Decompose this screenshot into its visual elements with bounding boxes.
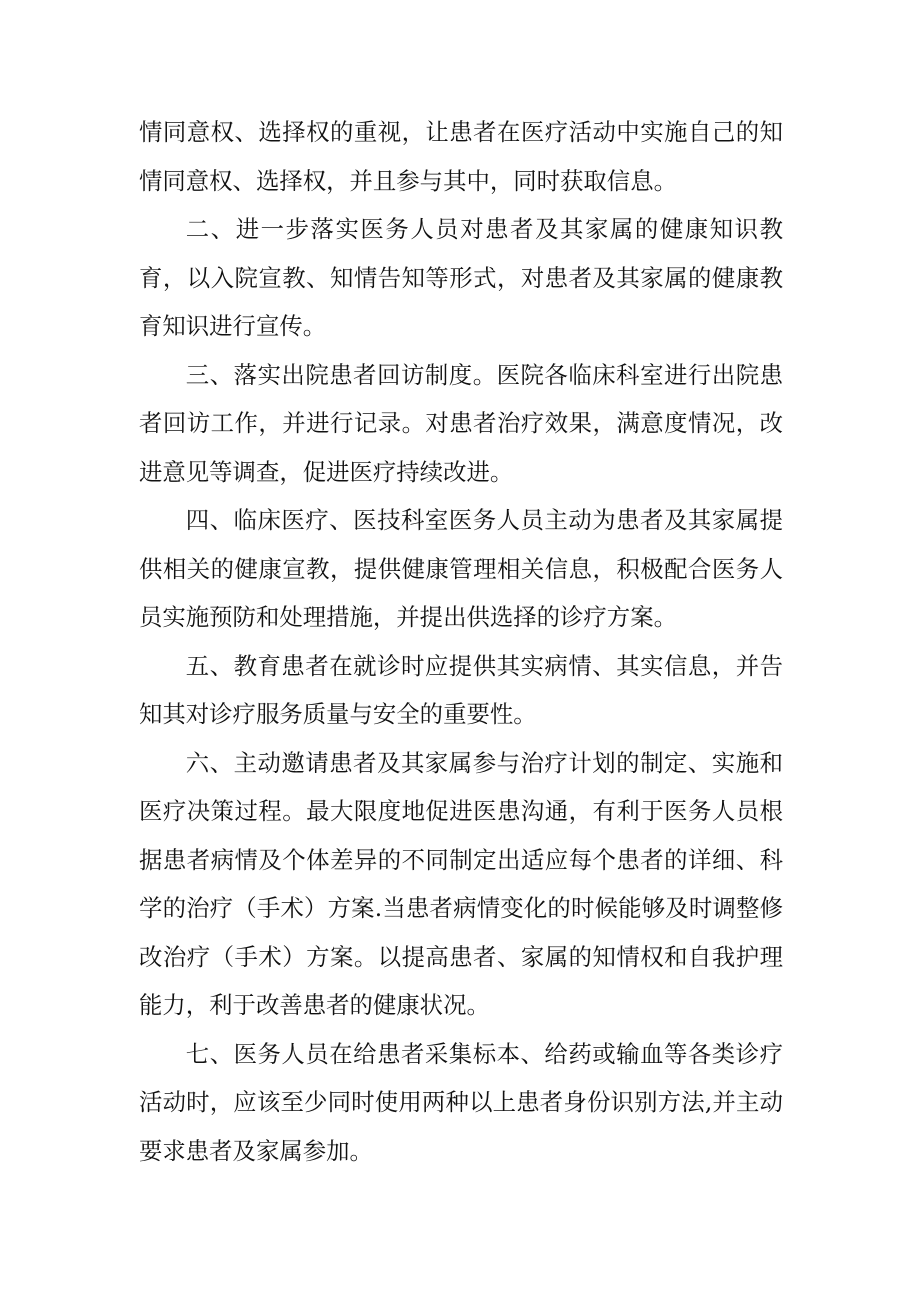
paragraph-continuation: 情同意权、选择权的重视，让患者在医疗活动中实施自己的知情同意权、选择权，并且参与其中，同时获取信息。 (139, 118, 783, 195)
paragraph-item-3: 三、落实出院患者回访制度。医院各临床科室进行出院患者回访工作，并进行记录。对患者治疗效果，满意度情况，改进意见等调查，促进医疗持续改进。 (139, 360, 783, 486)
paragraph-item-2: 二、进一步落实医务人员对患者及其家属的健康知识教育，以入院宣教、知情告知等形式，对患者及其家属的健康教育知识进行宣传。 (139, 215, 783, 340)
paragraph-item-6: 六、主动邀请患者及其家属参与治疗计划的制定、实施和医疗决策过程。最大限度地促进医患沟通，有利于医务人员根据患者病情及个体差异的不同制定出适应每个患者的详细、科学的治疗（手术）方案.当患者病情变化的时候能够及时调整修改治疗（手术）方案。以提高患者、家属的知情权和自我护理能力，利于改善患者的健康状况。 (139, 748, 783, 1019)
document-body (139, 108, 783, 1175)
paragraph-item-5: 五、教育患者在就诊时应提供其实病情、其实信息，并告知其对诊疗服务质量与安全的重要性。 (139, 651, 783, 728)
paragraph-item-7: 七、医务人员在给患者采集标本、给药或输血等各类诊疗活动时，应该至少同时使用两种以上患者身份识别方法,并主动要求患者及家属参加。 (139, 1039, 783, 1165)
paragraph-item-4: 四、临床医疗、医技科室医务人员主动为患者及其家属提供相关的健康宣教，提供健康管理相关信息，积极配合医务人员实施预防和处理措施，并提出供选择的诊疗方案。 (139, 506, 783, 631)
